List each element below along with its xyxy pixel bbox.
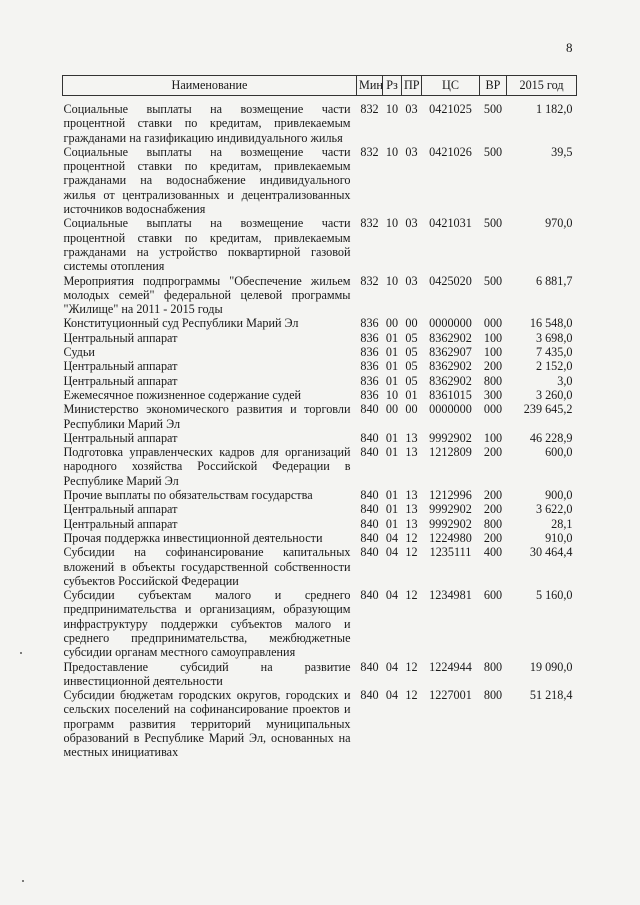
cell-name: Субсидии на софинансирование капитальных вложений в объекты государственной собственности субъектов Российской Федерации	[63, 545, 351, 588]
cell-min: 840	[360, 445, 379, 460]
cell-amount: 3 260,0	[535, 387, 573, 402]
cell-min: 832	[360, 144, 379, 159]
cell-cs: 8361015	[429, 387, 472, 402]
cell-pr: 13	[405, 488, 418, 503]
table-row	[63, 331, 577, 345]
cell-min: 840	[360, 659, 379, 674]
cell-vr: 500	[483, 144, 503, 159]
table-row	[63, 588, 577, 659]
cell-rz: 04	[385, 659, 399, 674]
table-row	[63, 517, 577, 531]
cell-amount: 910,0	[545, 530, 573, 545]
cell-rz: 01	[385, 516, 399, 531]
cell-vr: 800	[483, 516, 503, 531]
cell-name: Прочая поддержка инвестиционной деятельности	[63, 530, 323, 545]
cell-min: 840	[360, 430, 379, 445]
cell-cs: 9992902	[429, 430, 472, 445]
cell-amount: 46 228,9	[529, 430, 573, 445]
cell-name: Социальные выплаты на возмещение части процентной ставки по кредитам, привлекаемым гражданами на устройство поквартирной газовой системы отопления	[63, 216, 351, 274]
cell-vr: 000	[483, 316, 503, 331]
table-row	[63, 488, 577, 502]
cell-rz: 04	[385, 530, 399, 545]
cell-rz: 10	[385, 144, 399, 159]
cell-pr: 13	[405, 502, 418, 517]
cell-name: Центральный аппарат	[63, 330, 178, 345]
cell-amount: 3 622,0	[535, 502, 573, 517]
cell-min: 840	[360, 588, 379, 603]
table-row	[63, 402, 577, 431]
cell-name: Прочие выплаты по обязательствам государства	[63, 488, 313, 503]
cell-pr: 13	[405, 430, 418, 445]
cell-pr: 01	[405, 387, 418, 402]
cell-rz: 01	[385, 488, 399, 503]
cell-name: Конституционный суд Республики Марий Эл	[63, 316, 299, 331]
cell-pr: 03	[405, 102, 418, 116]
cell-amount: 39,5	[551, 144, 573, 159]
cell-cs: 0000000	[429, 402, 472, 417]
cell-name: Центральный аппарат	[63, 359, 178, 374]
cell-amount: 3 698,0	[535, 330, 573, 345]
cell-name: Министерство экономического развития и торговли Республики Марий Эл	[63, 402, 351, 431]
table-body	[63, 96, 577, 760]
cell-cs: 8362902	[429, 359, 472, 374]
cell-rz: 04	[385, 688, 399, 703]
cell-rz: 01	[385, 430, 399, 445]
cell-name: Центральный аппарат	[63, 516, 178, 531]
cell-name: Центральный аппарат	[63, 430, 178, 445]
page-number: 8	[566, 40, 573, 55]
cell-rz: 00	[385, 316, 399, 331]
cell-amount: 7 435,0	[535, 345, 573, 360]
cell-cs: 8362902	[429, 373, 472, 388]
cell-amount: 2 152,0	[535, 359, 573, 374]
cell-pr: 00	[405, 402, 418, 417]
cell-rz: 01	[385, 330, 399, 345]
cell-pr: 12	[405, 588, 418, 603]
header-min: Мин	[357, 76, 383, 96]
cell-cs: 0421031	[429, 216, 472, 231]
cell-cs: 1224980	[429, 530, 472, 545]
cell-min: 840	[360, 502, 379, 517]
cell-amount: 30 464,4	[529, 545, 573, 560]
cell-cs: 1235111	[429, 545, 472, 560]
cell-min: 840	[360, 688, 379, 703]
cell-vr: 100	[483, 330, 503, 345]
cell-pr: 00	[405, 316, 418, 331]
cell-min: 840	[360, 488, 379, 503]
table-row	[63, 388, 577, 402]
cell-cs: 0000000	[429, 316, 472, 331]
table-row	[63, 531, 577, 545]
cell-pr: 13	[405, 445, 418, 460]
cell-min: 836	[360, 330, 379, 345]
header-cs: ЦС	[422, 76, 480, 96]
cell-rz: 01	[385, 373, 399, 388]
cell-min: 832	[360, 273, 379, 288]
cell-amount: 51 218,4	[529, 688, 573, 703]
cell-amount: 1 182,0	[535, 102, 573, 116]
cell-rz: 01	[385, 345, 399, 360]
cell-amount: 900,0	[545, 488, 573, 503]
cell-rz: 01	[385, 359, 399, 374]
cell-min: 832	[360, 102, 379, 116]
cell-amount: 3,0	[557, 373, 573, 388]
cell-min: 840	[360, 516, 379, 531]
cell-rz: 01	[385, 445, 399, 460]
cell-rz: 00	[385, 402, 399, 417]
table-row	[63, 502, 577, 516]
cell-cs: 0421025	[429, 102, 472, 116]
cell-min: 836	[360, 316, 379, 331]
cell-vr: 300	[483, 387, 503, 402]
cell-name: Социальные выплаты на возмещение части процентной ставки по кредитам, привлекаемым гражданами на газификацию индивидуального жилья	[63, 102, 351, 145]
cell-vr: 500	[483, 216, 503, 231]
cell-cs: 9992902	[429, 516, 472, 531]
cell-pr: 05	[405, 373, 418, 388]
cell-name: Социальные выплаты на возмещение части процентной ставки по кредитам, привлекаемым гражданами на водоснабжение индивидуального жилья от централизованных и децентрализованных источников водоснабжения	[63, 144, 351, 217]
table-row	[63, 216, 577, 273]
cell-pr: 12	[405, 688, 418, 703]
table-row	[63, 445, 577, 488]
cell-amount: 5 160,0	[535, 588, 573, 603]
table-row	[63, 359, 577, 373]
table-row	[63, 660, 577, 689]
cell-vr: 600	[483, 588, 503, 603]
header-rz: Рз	[383, 76, 402, 96]
cell-pr: 12	[405, 659, 418, 674]
cell-min: 836	[360, 359, 379, 374]
cell-cs: 1212996	[429, 488, 472, 503]
cell-cs: 8362907	[429, 345, 472, 360]
cell-cs: 0425020	[429, 273, 472, 288]
cell-vr: 000	[483, 402, 503, 417]
cell-name: Мероприятия подпрограммы "Обеспечение жильем молодых семей" федеральной целевой программы "Жилище" на 2011 - 2015 годы	[63, 273, 351, 317]
cell-name: Судьи	[63, 345, 95, 360]
cell-amount: 28,1	[551, 516, 573, 531]
table-row	[63, 545, 577, 588]
cell-name: Центральный аппарат	[63, 373, 178, 388]
cell-vr: 800	[483, 373, 503, 388]
cell-name: Центральный аппарат	[63, 502, 178, 517]
cell-cs: 0421026	[429, 144, 472, 159]
cell-pr: 03	[405, 144, 418, 159]
table-row	[63, 96, 577, 145]
scan-speck	[22, 880, 24, 882]
scan-speck	[20, 652, 22, 654]
cell-min: 836	[360, 387, 379, 402]
table-row	[63, 374, 577, 388]
cell-name: Предоставление субсидий на развитие инвестиционной деятельности	[63, 659, 351, 688]
cell-name: Субсидии бюджетам городских округов, городских и сельских поселений на софинансирование проектов и программ развития территорий муниципальных образований в Республике Марий Эл, основанных на местных инициативах	[63, 688, 351, 760]
cell-vr: 500	[483, 102, 503, 116]
cell-rz: 04	[385, 588, 399, 603]
cell-amount: 16 548,0	[529, 316, 573, 331]
cell-vr: 800	[483, 688, 503, 703]
cell-amount: 6 881,7	[535, 273, 573, 288]
cell-amount: 600,0	[545, 445, 573, 460]
table-header	[63, 76, 577, 96]
cell-min: 836	[360, 373, 379, 388]
table-row	[63, 274, 577, 317]
table-row	[63, 431, 577, 445]
cell-vr: 200	[483, 359, 503, 374]
table-row	[63, 345, 577, 359]
cell-rz: 04	[385, 545, 399, 560]
cell-vr: 200	[483, 488, 503, 503]
cell-pr: 12	[405, 545, 418, 560]
cell-cs: 1224944	[429, 659, 472, 674]
cell-rz: 10	[385, 387, 399, 402]
cell-rz: 10	[385, 102, 399, 116]
cell-vr: 200	[483, 445, 503, 460]
cell-cs: 1212809	[429, 445, 472, 460]
table-row	[63, 316, 577, 330]
cell-name: Субсидии субъектам малого и среднего предпринимательства и организациям, образующим инфраструктуру поддержки субъектов малого и среднего предпринимательства, межбюджетные субсидии органам местного самоуправления	[63, 588, 351, 660]
cell-vr: 800	[483, 659, 503, 674]
cell-amount: 239 645,2	[523, 402, 573, 417]
cell-min: 836	[360, 345, 379, 360]
cell-vr: 400	[483, 545, 503, 560]
cell-cs: 9992902	[429, 502, 472, 517]
cell-pr: 05	[405, 345, 418, 360]
table-row	[63, 688, 577, 759]
cell-cs: 1227001	[429, 688, 472, 703]
cell-rz: 10	[385, 216, 399, 231]
cell-rz: 10	[385, 273, 399, 288]
header-pr: ПР	[402, 76, 422, 96]
cell-amount: 970,0	[545, 216, 573, 231]
cell-cs: 1234981	[429, 588, 472, 603]
cell-pr: 05	[405, 359, 418, 374]
table-row	[63, 145, 577, 216]
cell-name: Ежемесячное пожизненное содержание судей	[63, 387, 302, 402]
cell-amount: 19 090,0	[529, 659, 573, 674]
cell-vr: 100	[483, 345, 503, 360]
cell-vr: 200	[483, 502, 503, 517]
cell-vr: 500	[483, 273, 503, 288]
cell-pr: 13	[405, 516, 418, 531]
cell-min: 832	[360, 216, 379, 231]
header-year: 2015 год	[507, 76, 577, 96]
cell-pr: 12	[405, 530, 418, 545]
header-name: Наименование	[63, 76, 357, 96]
cell-min: 840	[360, 545, 379, 560]
cell-min: 840	[360, 530, 379, 545]
cell-min: 840	[360, 402, 379, 417]
budget-table	[62, 75, 577, 760]
cell-vr: 200	[483, 530, 503, 545]
cell-cs: 8362902	[429, 330, 472, 345]
cell-rz: 01	[385, 502, 399, 517]
cell-pr: 05	[405, 330, 418, 345]
cell-pr: 03	[405, 273, 418, 288]
cell-pr: 03	[405, 216, 418, 231]
cell-name: Подготовка управленческих кадров для организаций народного хозяйства Российской Федерации в Республике Марий Эл	[63, 445, 351, 488]
header-vr: ВР	[480, 76, 507, 96]
cell-vr: 100	[483, 430, 503, 445]
